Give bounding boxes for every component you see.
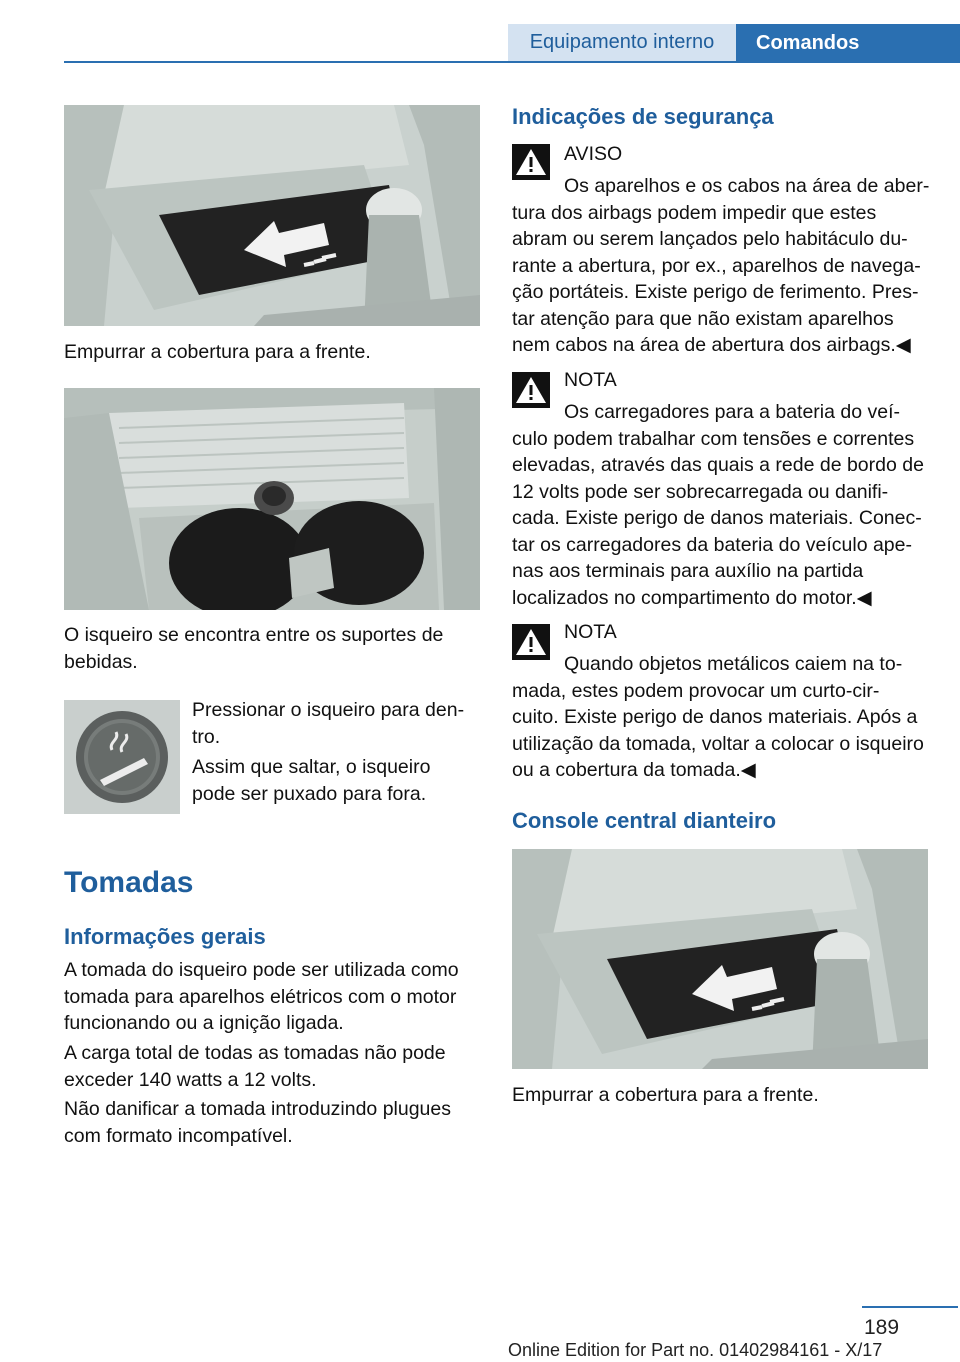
text-line: localizados no compartimento do motor.◀ <box>512 586 872 609</box>
lighter-press-text <box>192 697 464 750</box>
text-line: culo podem trabalhar com tensões e correntes <box>512 427 915 450</box>
paragraph-damage <box>64 1096 451 1149</box>
text-line: Os carregadores para a bateria do veí‐ <box>564 401 901 423</box>
heading-info-gerais: Informações gerais <box>64 924 266 949</box>
heading-console: Console central dianteiro <box>512 808 777 833</box>
text-line: funcionando ou a ignição ligada. <box>64 1012 344 1034</box>
lighter-button-photo <box>64 700 180 814</box>
console-cover-photo-2 <box>512 849 928 1069</box>
text-line: utilização da tomada, voltar a colocar o isqueiro <box>512 732 924 755</box>
header-rule <box>64 61 960 63</box>
text-line: cuito. Existe perigo de danos materiais. Após a <box>512 706 918 728</box>
caption-line: O isqueiro se encontra entre os suportes de <box>64 624 444 646</box>
warning-label-nota: NOTA <box>564 369 617 391</box>
header-chapter-tab: Comandos <box>736 24 960 63</box>
text-line: rante a abertura, por ex., aparelhos de navega‐ <box>512 254 921 277</box>
text-line: cada. Existe perigo de danos materiais. Conec‐ <box>512 507 922 529</box>
text-line: nem cabos na área de abertura dos airbags.◀ <box>512 334 911 356</box>
paragraph-load <box>64 1040 446 1093</box>
caption-cover: Empurrar a cobertura para a frente. <box>64 341 371 363</box>
text-line: tura dos airbags podem impedir que estes <box>512 201 877 224</box>
console-cover-photo <box>64 105 480 326</box>
text-line: A tomada do isqueiro pode ser utilizada como <box>64 959 459 981</box>
caption-line: bebidas. <box>64 650 138 673</box>
heading-safety: Indicações de segurança <box>512 104 774 129</box>
heading-tomadas: Tomadas <box>64 866 194 899</box>
text-line: ção portáteis. Existe perigo de ferimento. Pres‐ <box>512 281 919 303</box>
text-line: tro. <box>192 725 221 748</box>
caption-console: Empurrar a cobertura para a frente. <box>512 1084 819 1106</box>
text-line: A carga total de todas as tomadas não pode <box>64 1042 446 1064</box>
text-line: nas aos terminais para auxílio na partida <box>512 560 864 582</box>
text-line: tomada para aparelhos elétricos com o motor <box>64 985 457 1008</box>
text-line: 12 volts pode ser sobrecarregada ou danifi‐ <box>512 480 889 503</box>
text-line: tar os carregadores da bateria do veículo ape‐ <box>512 533 912 556</box>
warning-label-nota: NOTA <box>564 621 617 643</box>
footer-edition: Online Edition for Part no. 01402984161 - X/17 <box>508 1340 883 1360</box>
text-line: abram ou serem lançados pelo habitáculo du‐ <box>512 228 908 250</box>
cup-holders-photo <box>64 388 480 610</box>
text-line: Pressionar o isqueiro para den‐ <box>192 699 465 721</box>
lighter-pull-text <box>192 754 430 807</box>
paragraph-usage <box>64 957 459 1037</box>
text-line: pode ser puxado para fora. <box>192 782 427 805</box>
warning-charger-text <box>512 399 924 611</box>
text-line: Assim que saltar, o isqueiro <box>192 756 431 778</box>
text-line: tar atenção para que não existam aparelhos <box>512 307 894 330</box>
text-line: exceder 140 watts a 12 volts. <box>64 1068 317 1091</box>
text-line: com formato incompatível. <box>64 1124 293 1147</box>
text-line: mada, estes podem provocar um curto-cir‐ <box>512 679 880 702</box>
text-line: Os aparelhos e os cabos na área de aber‐ <box>564 175 930 197</box>
text-line: elevadas, através das quais a rede de bordo de <box>512 454 924 476</box>
text-line: Quando objetos metálicos caiem na to‐ <box>564 653 903 675</box>
page-number: 189 <box>864 1316 900 1339</box>
header-section-tab: Equipamento interno <box>508 24 736 61</box>
caption-lighter-location <box>64 622 443 675</box>
text-line: Não danificar a tomada introduzindo plugues <box>64 1098 452 1120</box>
warning-shortcircuit-text <box>512 651 924 784</box>
text-line: ou a cobertura da tomada.◀ <box>512 759 756 781</box>
warning-airbag-text <box>512 173 929 359</box>
footer-rule <box>862 1306 958 1308</box>
warning-label-aviso: AVISO <box>564 143 623 165</box>
